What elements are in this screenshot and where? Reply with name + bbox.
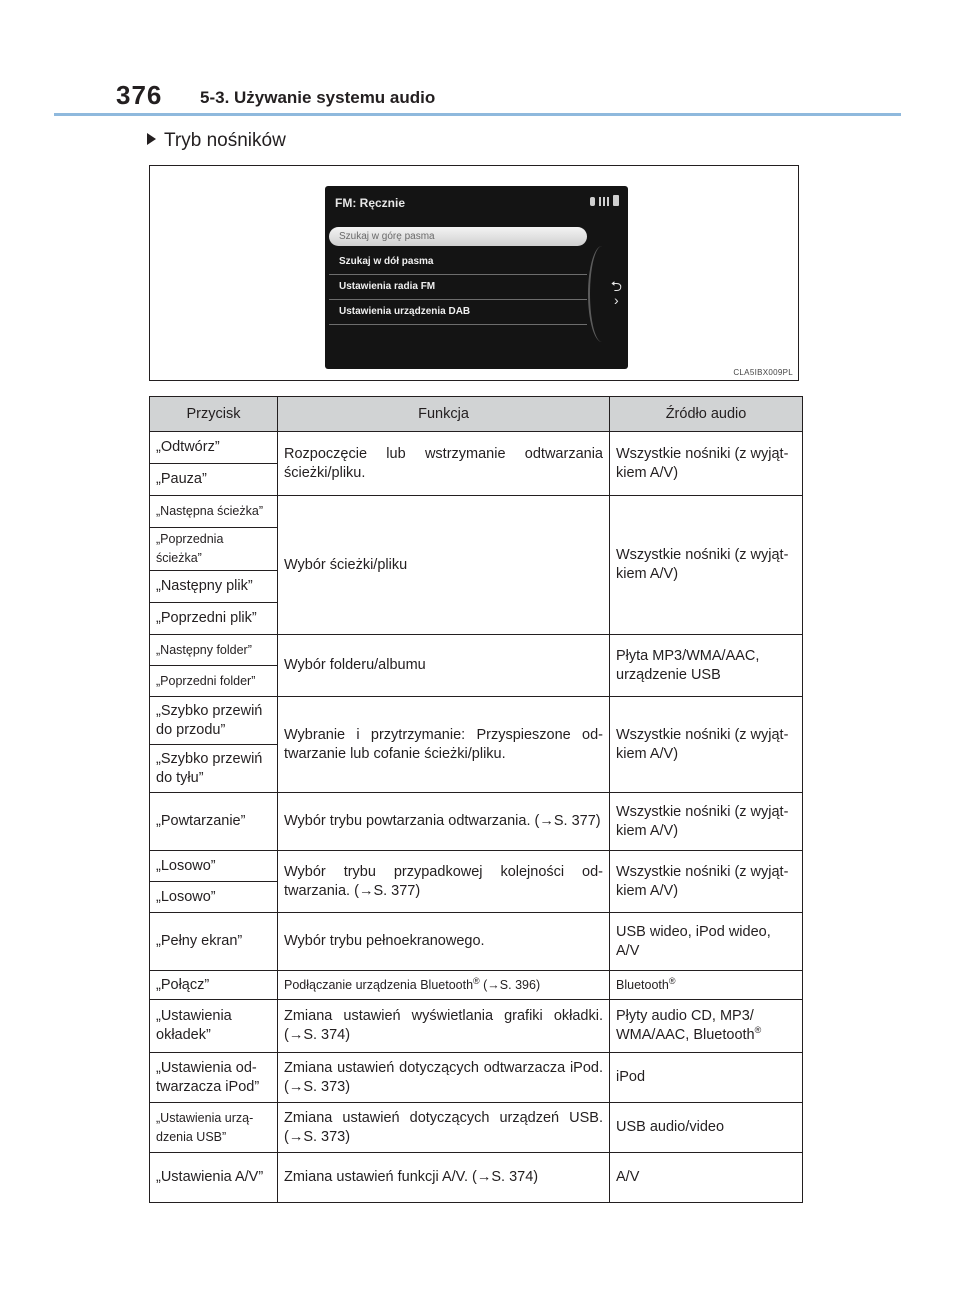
table-row — [150, 1153, 803, 1203]
button-cell: „Ustawienia A/V” — [150, 1153, 278, 1203]
function-text: Podłączanie urządzenia Bluetooth — [284, 977, 474, 992]
back-icon[interactable]: ⮌ › — [610, 278, 622, 308]
function-cell — [278, 971, 610, 1000]
chapter-title: 5-3. Używanie systemu audio — [200, 88, 436, 107]
menu-item-dab-settings[interactable]: Ustawienia urządzenia DAB — [329, 300, 587, 325]
source-cell: USB wideo, iPod wideo, A/V — [610, 913, 803, 971]
table-row — [150, 1000, 803, 1053]
table-row — [150, 1053, 803, 1103]
source-cell: Wszystkie nośniki (z wyjąt- kiem A/V) — [610, 432, 803, 496]
source-cell — [610, 1000, 803, 1053]
table-row — [150, 432, 803, 464]
table-row — [150, 496, 803, 528]
table-row — [150, 851, 803, 882]
column-header-button: Przycisk — [150, 397, 278, 432]
button-cell: „Odtwórz” — [150, 432, 278, 464]
source-cell: Wszystkie nośniki (z wyjąt- kiem A/V) — [610, 851, 803, 913]
function-cell: Wybór trybu pełnoekranowego. — [278, 913, 610, 971]
screen-menu — [329, 227, 587, 325]
bluetooth-icon — [590, 197, 595, 206]
function-cell: Wybór ścieżki/pliku — [278, 496, 610, 635]
page-reference: (→S. 396) — [479, 977, 541, 992]
button-cell: „Ustawienia od- twarzacza iPod” — [150, 1053, 278, 1103]
function-cell: Zmiana ustawień wyświetlania grafiki okładki. (→S. 374) — [278, 1000, 610, 1053]
menu-item-seek-up[interactable]: Szukaj w górę pasma — [329, 227, 587, 246]
page-number: 376 — [116, 80, 163, 110]
button-cell: „Pełny ekran” — [150, 913, 278, 971]
function-cell: Wybór trybu powtarzania odtwarzania. (→S. 377) — [278, 793, 610, 851]
column-header-function: Funkcja — [278, 397, 610, 432]
source-text: Bluetooth — [616, 977, 669, 992]
table-row — [150, 697, 803, 745]
button-cell: „Szybko przewiń do tyłu” — [150, 745, 278, 793]
table-row — [150, 913, 803, 971]
function-cell: Wybranie i przytrzymanie: Przyspieszone od- twarzanie lub cofanie ścieżki/pliku. — [278, 697, 610, 793]
screenshot-figure — [149, 165, 799, 381]
function-cell: Zmiana ustawień funkcji A/V. (→S. 374) — [278, 1153, 610, 1203]
registered-mark: ® — [754, 1025, 762, 1036]
function-table — [149, 396, 803, 1203]
menu-item-seek-down[interactable]: Szukaj w dół pasma — [329, 250, 587, 275]
source-cell: Płyta MP3/WMA/AAC, urządzenie USB — [610, 635, 803, 697]
section-heading — [147, 130, 286, 152]
button-cell: „Poprzednia ścieżka” — [150, 528, 278, 571]
button-cell: „Następny plik” — [150, 571, 278, 603]
button-cell: „Następny folder” — [150, 635, 278, 666]
table-row — [150, 1103, 803, 1153]
image-code: CLA5IBX009PL — [733, 368, 793, 377]
button-cell: „Poprzedni plik” — [150, 603, 278, 635]
table-row — [150, 793, 803, 851]
battery-icon — [613, 195, 619, 206]
button-cell: „Losowo” — [150, 851, 278, 882]
button-cell: „Poprzedni folder” — [150, 666, 278, 697]
source-cell: Wszystkie nośniki (z wyjąt- kiem A/V) — [610, 496, 803, 635]
source-cell — [610, 971, 803, 1000]
table-row — [150, 635, 803, 666]
source-cell: USB audio/video — [610, 1103, 803, 1153]
audio-screen — [325, 186, 628, 369]
function-cell: Wybór folderu/albumu — [278, 635, 610, 697]
table-row — [150, 971, 803, 1000]
function-cell: Rozpoczęcie lub wstrzymanie odtwarzania ścieżki/pliku. — [278, 432, 610, 496]
column-header-source: Źródło audio — [610, 397, 803, 432]
button-cell: „Powtarzanie” — [150, 793, 278, 851]
source-cell: Wszystkie nośniki (z wyjąt- kiem A/V) — [610, 793, 803, 851]
function-cell: Zmiana ustawień dotyczących urządzeń USB. (→S. 373) — [278, 1103, 610, 1153]
function-cell: Zmiana ustawień dotyczących odtwarzacza iPod. (→S. 373) — [278, 1053, 610, 1103]
source-cell: iPod — [610, 1053, 803, 1103]
header-rule — [54, 113, 901, 116]
button-cell: „Losowo” — [150, 882, 278, 913]
registered-mark: ® — [668, 975, 676, 986]
button-cell: „Ustawienia urzą- dzenia USB” — [150, 1103, 278, 1153]
screen-title: FM: Ręcznie — [335, 196, 406, 210]
triangle-bullet-icon — [147, 133, 156, 145]
button-cell: „Następna ścieżka” — [150, 496, 278, 528]
button-cell: „Połącz” — [150, 971, 278, 1000]
signal-icon — [599, 197, 609, 206]
section-title: Tryb nośników — [164, 130, 286, 151]
source-text: Płyty audio CD, MP3/ WMA/AAC, Bluetooth — [616, 1008, 755, 1043]
registered-mark: ® — [473, 975, 480, 986]
button-cell: „Pauza” — [150, 464, 278, 496]
source-cell: Wszystkie nośniki (z wyjąt- kiem A/V) — [610, 697, 803, 793]
table-header-row — [150, 397, 803, 432]
function-cell: Wybór trybu przypadkowej kolejności od- twarzania. (→S. 377) — [278, 851, 610, 913]
button-cell: „Ustawienia okładek” — [150, 1000, 278, 1053]
source-cell: A/V — [610, 1153, 803, 1203]
status-icons — [590, 195, 619, 206]
menu-item-fm-settings[interactable]: Ustawienia radia FM — [329, 275, 587, 300]
button-cell: „Szybko przewiń do przodu” — [150, 697, 278, 745]
